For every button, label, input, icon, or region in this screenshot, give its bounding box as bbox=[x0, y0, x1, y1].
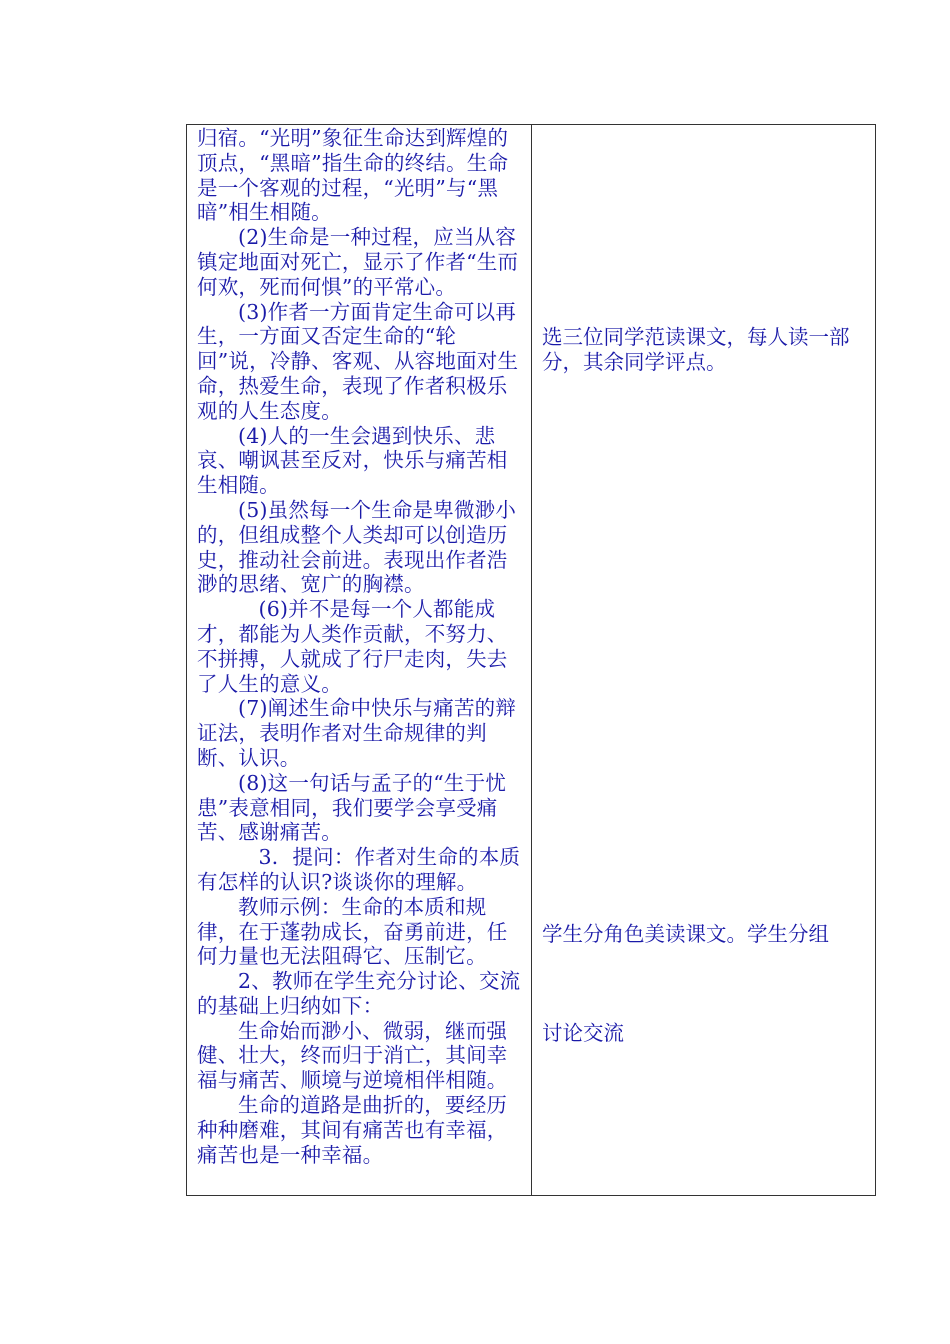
lesson-table bbox=[186, 124, 876, 1196]
student-activity-roles: 学生分角色美读课文。学生分组 bbox=[542, 922, 829, 946]
paragraph-summary-intro: 2、教师在学生充分讨论、交流的基础上归纳如下： bbox=[197, 969, 521, 1018]
paragraph-summary-2: 生命的道路是曲折的，要经历种种磨难，其间有痛苦也有幸福，痛苦也是一种幸福。 bbox=[197, 1093, 508, 1167]
paragraph-item-7: (7)阐述生命中快乐与痛苦的辩证法，表明作者对生命规律的判断、认识。 bbox=[197, 696, 517, 770]
paragraph-teacher-example: 教师示例：生命的本质和规律，在于蓬勃成长，奋勇前进，任何力量也无法阻碍它、压制它。 bbox=[197, 894, 508, 969]
paragraph-item-2: (2)生命是一种过程，应当从容镇定地面对死亡，显示了作者“生而何欢，死而何惧”的平常心。 bbox=[197, 225, 519, 299]
paragraph-summary-1: 生命始而渺小、微弱，继而强健、壮大，终而归于消亡，其间幸福与痛苦、顺境与逆境相伴相随。 bbox=[197, 1018, 508, 1093]
paragraph-item-6: (6)并不是每一个人都能成才，都能为人类作贡献，不努力、不拼搏，人就成了行尸走肉，失去了人生的意义。 bbox=[197, 597, 508, 696]
student-activity-discussion: 讨论交流 bbox=[542, 1021, 624, 1045]
paragraph-item-4: (4)人的一生会遇到快乐、悲哀、嘲讽甚至反对，快乐与痛苦相生相随。 bbox=[197, 423, 508, 498]
student-activity-cell bbox=[532, 125, 875, 1195]
teacher-activity-cell bbox=[187, 125, 532, 1195]
paragraph-item-5: (5)虽然每一个生命是卑微渺小的，但组成整个人类却可以创造历史，推动社会前进。表现出作者浩渺的思绪、宽广的胸襟。 bbox=[197, 497, 517, 597]
paragraph-question-3: 3．提问：作者对生命的本质有怎样的认识?谈谈你的理解。 bbox=[197, 845, 521, 894]
student-activity-reading: 选三位同学范读课文，每人读一部分，其余同学评点。 bbox=[542, 325, 850, 374]
paragraph-symbolism: 归宿。“光明”象征生命达到辉煌的顶点，“黑暗”指生命的终结。生命是一个客观的过程，“光明”与“黑暗”相生相随。 bbox=[197, 126, 509, 225]
paragraph-item-3: (3)作者一方面肯定生命可以再生，一方面又否定生命的“轮回”说，冷静、客观、从容地面对生命，热爱生命，表现了作者积极乐观的人生态度。 bbox=[197, 299, 519, 423]
paragraph-item-8: (8)这一句话与孟子的“生于忧患”表意相同，我们要学会享受痛苦、感谢痛苦。 bbox=[197, 770, 507, 845]
